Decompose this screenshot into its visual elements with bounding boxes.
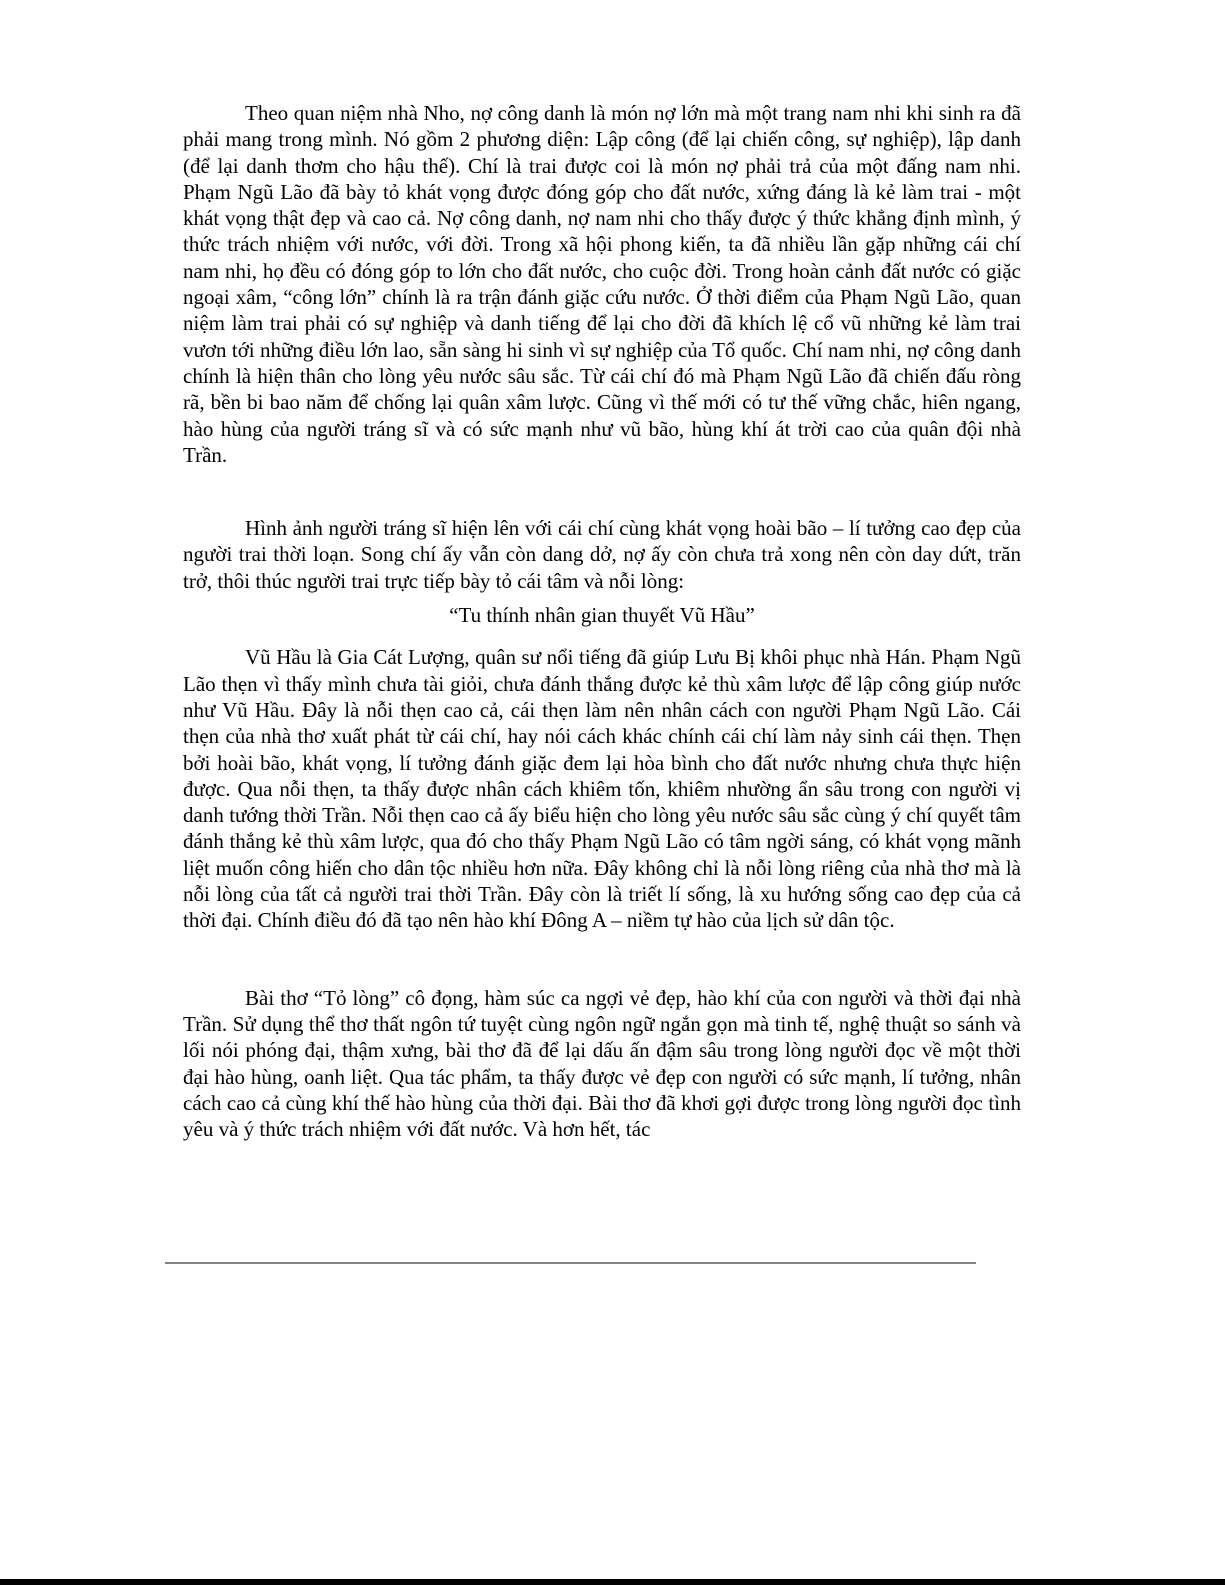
essay-paragraph-cong-danh: Theo quan niệm nhà Nho, nợ công danh là món nợ lớn mà một trang nam nhi khi sinh ra đã phải mang trong mình. Nó gồm 2 phương diện: Lập công (để lại chiến công, sự nghiệp), lập danh (để lại danh thơm cho hậu thế). Chí là trai được coi là món nợ phải trả của một đấng nam nhi. Phạm Ngũ Lão đã bày tỏ khát vọng được đóng góp cho đất nước, xứng đáng là kẻ làm trai - một khát vọng thật đẹp và cao cả. Nợ công danh, nợ nam nhi cho thấy được ý thức khẳng định mình, ý thức trách nhiệm với nước, với đời. Trong xã hội phong kiến, ta đã nhiều lần gặp những cái chí nam nhi, họ đều có đóng góp to lớn cho đất nước, cho cuộc đời. Trong hoàn cảnh đất nước có giặc ngoại xâm, “công lớn” chính là ra trận đánh giặc cứu nước. Ở thời điểm của Phạm Ngũ Lão, quan niệm làm trai phải có sự nghiệp và danh tiếng để lại cho đời đã khích lệ cổ vũ những kẻ làm trai vươn tới những điều lớn lao, sẵn sàng hi sinh vì sự nghiệp của Tổ quốc. Chí nam nhi, nợ công danh chính là hiện thân cho lòng yêu nước sâu sắc. Từ cái chí đó mà Phạm Ngũ Lão đã chiến đấu ròng rã, bền bi bao năm để chống lại quân xâm lược. Cũng vì thế mới có tư thế vững chắc, hiên ngang, hào hùng của người tráng sĩ và có sức mạnh như vũ bão, hùng khí át trời cao của quân đội nhà Trần.: [183, 101, 1021, 467]
essay-body: [183, 100, 1021, 1142]
essay-paragraph-vu-hau: Vũ Hầu là Gia Cát Lượng, quân sư nổi tiếng đã giúp Lưu Bị khôi phục nhà Hán. Phạm Ngũ Lão thẹn vì thấy mình chưa tài giỏi, chưa đánh thắng được kẻ thù xâm lược để lập công giúp nước như Vũ Hầu. Đây là nỗi thẹn cao cả, cái thẹn làm nên nhân cách con người Phạm Ngũ Lão. Cái thẹn của nhà thơ xuất phát từ cái chí, hay nói cách khác chính cái chí làm nảy sinh cái thẹn. Thẹn bởi hoài bão, khát vọng, lí tưởng đánh giặc đem lại hòa bình cho đất nước nhưng chưa thực hiện được. Qua nỗi thẹn, ta thấy được nhân cách khiêm tốn, khiêm nhường ẩn sâu trong con người vị danh tướng thời Trần. Nỗi thẹn cao cả ấy biểu hiện cho lòng yêu nước sâu sắc cùng ý chí quyết tâm đánh thắng kẻ thù xâm lược, qua đó cho thấy Phạm Ngũ Lão có tâm ngời sáng, có khát vọng mãnh liệt muốn công hiến cho dân tộc nhiều hơn nữa. Đây không chỉ là nỗi lòng riêng của nhà thơ mà là nỗi lòng của tất cả người trai thời Trần. Đây còn là triết lí sống, là xu hướng sống cao đẹp của cả thời đại. Chính điều đó đã tạo nên hào khí Đông A – niềm tự hào của lịch sử dân tộc.: [183, 645, 1021, 933]
poem-quote-line: “Tu thính nhân gian thuyết Vũ Hầu”: [449, 603, 755, 628]
horizontal-rule: [165, 1262, 976, 1264]
essay-paragraph-conclusion: Bài thơ “Tỏ lòng” cô đọng, hàm súc ca ngợi vẻ đẹp, hào khí của con người và thời đại nhà Trần. Sử dụng thể thơ thất ngôn tứ tuyệt cùng ngôn ngữ ngắn gọn mà tinh tế, nghệ thuật so sánh và lối nói phóng đại, thậm xưng, bài thơ đã để lại dấu ấn đậm sâu trong lòng người đọc về một thời đại hào hùng, oanh liệt. Qua tác phẩm, ta thấy được vẻ đẹp con người có sức mạnh, lí tưởng, nhân cách cao cả cùng khí thế hào hùng của thời đại. Bài thơ đã khơi gợi được trong lòng người đọc tình yêu và ý thức trách nhiệm với đất nước. Và hơn hết, tác: [183, 985, 1021, 1142]
bottom-edge-bar: [0, 1579, 1225, 1585]
essay-paragraph-trang-si: Hình ảnh người tráng sĩ hiện lên với cái chí cùng khát vọng hoài bão – lí tưởng cao đẹp của người trai thời loạn. Song chí ấy vẫn còn dang dở, nợ ấy còn chưa trả xong nên còn day dứt, trăn trở, thôi thúc người trai trực tiếp bày tỏ cái tâm và nỗi lòng:: [183, 516, 1021, 593]
